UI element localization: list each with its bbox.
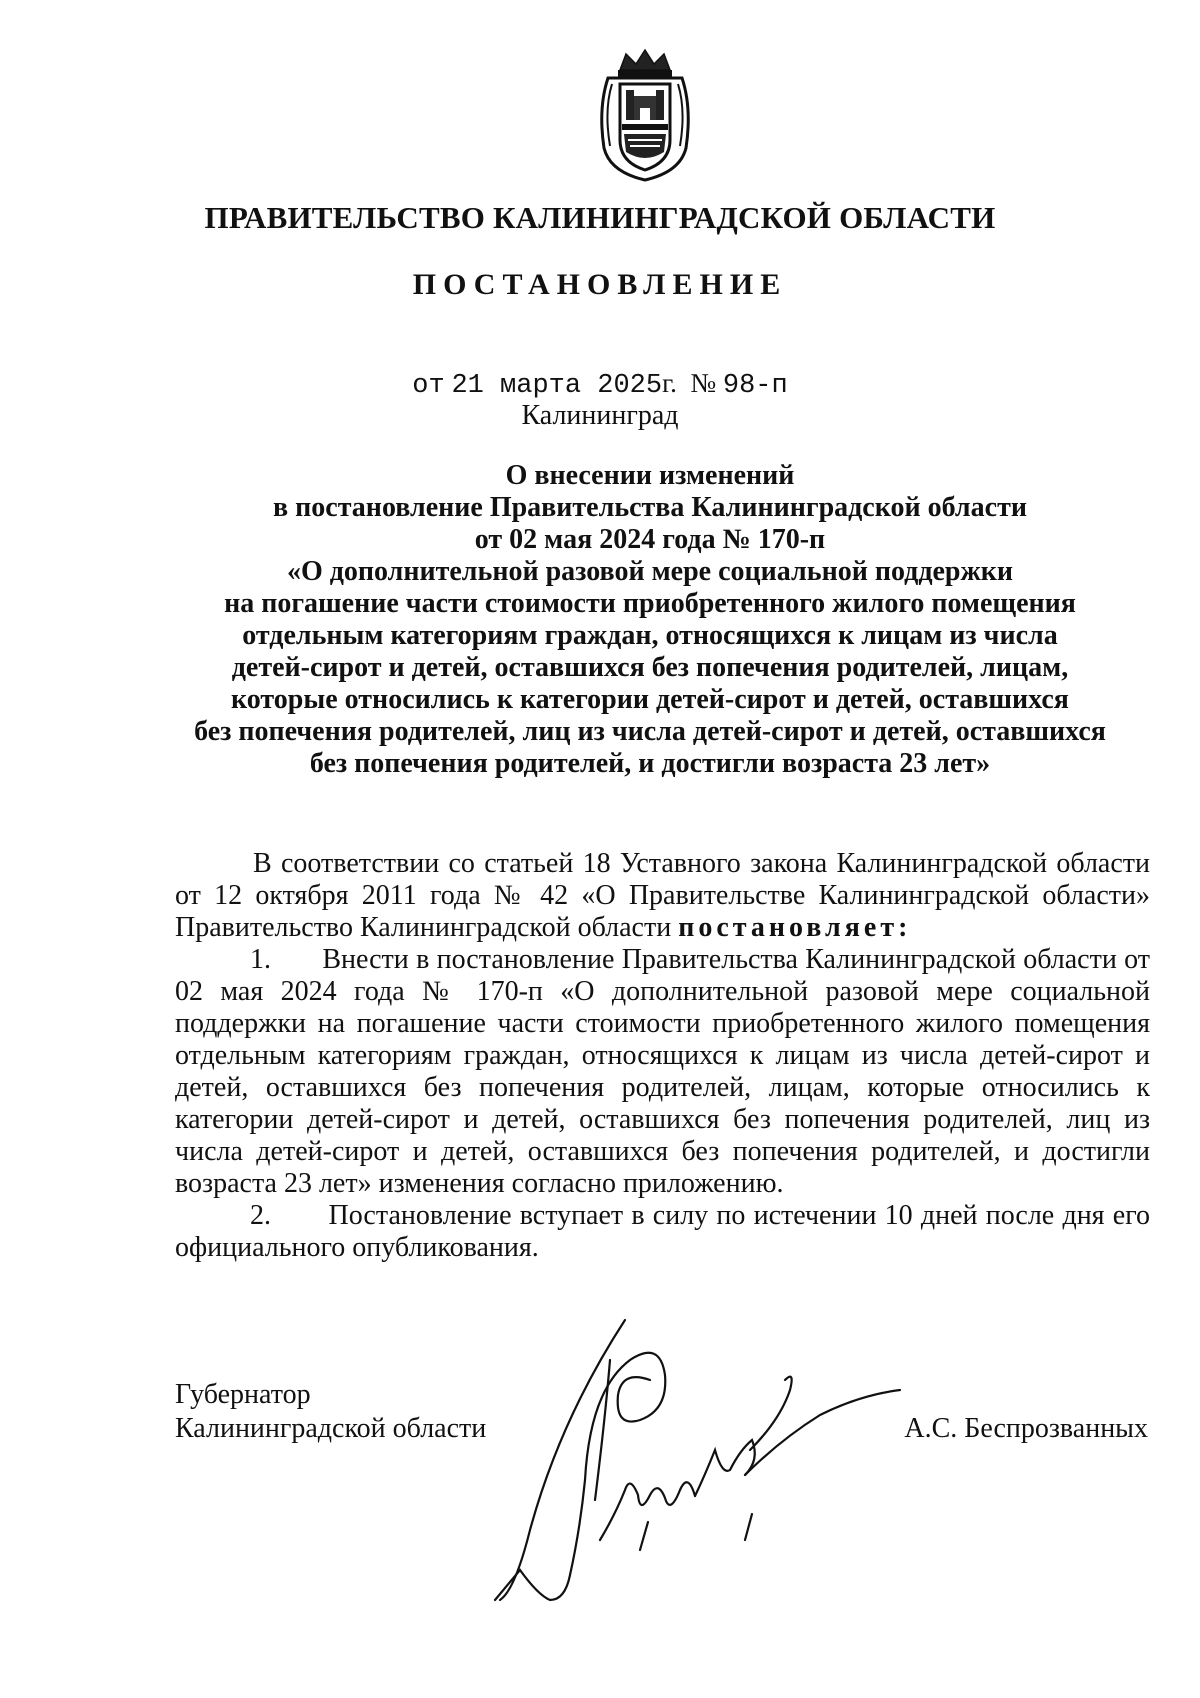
title-line: без попечения родителей, и достигли возраста 23 лет»: [309, 748, 991, 779]
number-sign: №: [690, 368, 717, 398]
title-line: которые относились к категории детей-сирот и детей, оставшихся: [231, 684, 1069, 715]
coat-of-arms-icon: [590, 48, 700, 184]
title-line: О внесении изменений: [505, 460, 795, 491]
decision-keyword: постановляет:: [678, 912, 912, 943]
item-number: 1.: [250, 944, 271, 975]
title-line: в постановление Правительства Калининградской области: [273, 492, 1027, 523]
document-number: 98-п: [722, 371, 788, 401]
list-item: [175, 944, 1150, 1200]
title-line: детей-сирот и детей, оставшихся без попечения родителей, лицам,: [231, 652, 1069, 683]
title-line: на погашение части стоимости приобретенного жилого помещения: [224, 588, 1076, 619]
item-text: Внести в постановление Правительства Калининградской области от 02 мая 2024 года № 170-п «О дополнительной разовой мере социальной поддержки на погашение части стоимости приобретенного жилого помещения отдельным категориям граждан, относящихся к лицам из числа детей-сирот и детей, оставшихся без попечения родителей, лицам, которые относились к категории детей-сирот и детей, оставшихся без попечения родителей, лиц из числа детей-сирот и детей, оставшихся без попечения родителей, и достигли возраста 23 лет» изменения согласно приложению.: [175, 944, 1151, 1199]
item-text: Постановление вступает в силу по истечении 10 дней после дня его официального опубликования.: [175, 1200, 1150, 1263]
document-type: ПОСТАНОВЛЕНИЕ: [412, 268, 788, 301]
title-line: «О дополнительной разовой мере социальной поддержки: [286, 556, 1014, 587]
title-line: от 02 мая 2024 года № 170-п: [474, 524, 826, 555]
signatory-position: [175, 1378, 486, 1446]
preamble-text: В соответствии со статьей 18 Уставного закона Калининградской области от 12 октября 2011 года № 42 «О Правительстве Калининградской области» Правительство Калининградской области: [175, 848, 1150, 943]
document-title: [150, 460, 1150, 780]
signature-icon: [490, 1300, 910, 1630]
date-number-line: [0, 368, 1200, 401]
date-prefix: от: [412, 371, 445, 401]
position-line: Калининградской области: [175, 1413, 487, 1444]
item-number: 2.: [250, 1200, 271, 1231]
title-line: отдельным категориям граждан, относящихся к лицам из числа: [242, 620, 1058, 651]
title-line: без попечения родителей, лиц из числа детей-сирот и детей, оставшихся: [194, 716, 1106, 747]
year-suffix: г.: [662, 368, 677, 398]
list-item: [175, 1200, 1150, 1264]
signatory-name: А.С. Беспрозванных: [904, 1413, 1148, 1444]
organization-name: ПРАВИТЕЛЬСТВО КАЛИНИНГРАДСКОЙ ОБЛАСТИ: [204, 200, 996, 235]
position-line: Губернатор: [175, 1379, 311, 1410]
preamble-paragraph: [175, 848, 1150, 944]
city: Калининград: [521, 400, 679, 431]
document-body: [175, 848, 1150, 1264]
document-date: 21 марта 2025: [451, 371, 663, 401]
